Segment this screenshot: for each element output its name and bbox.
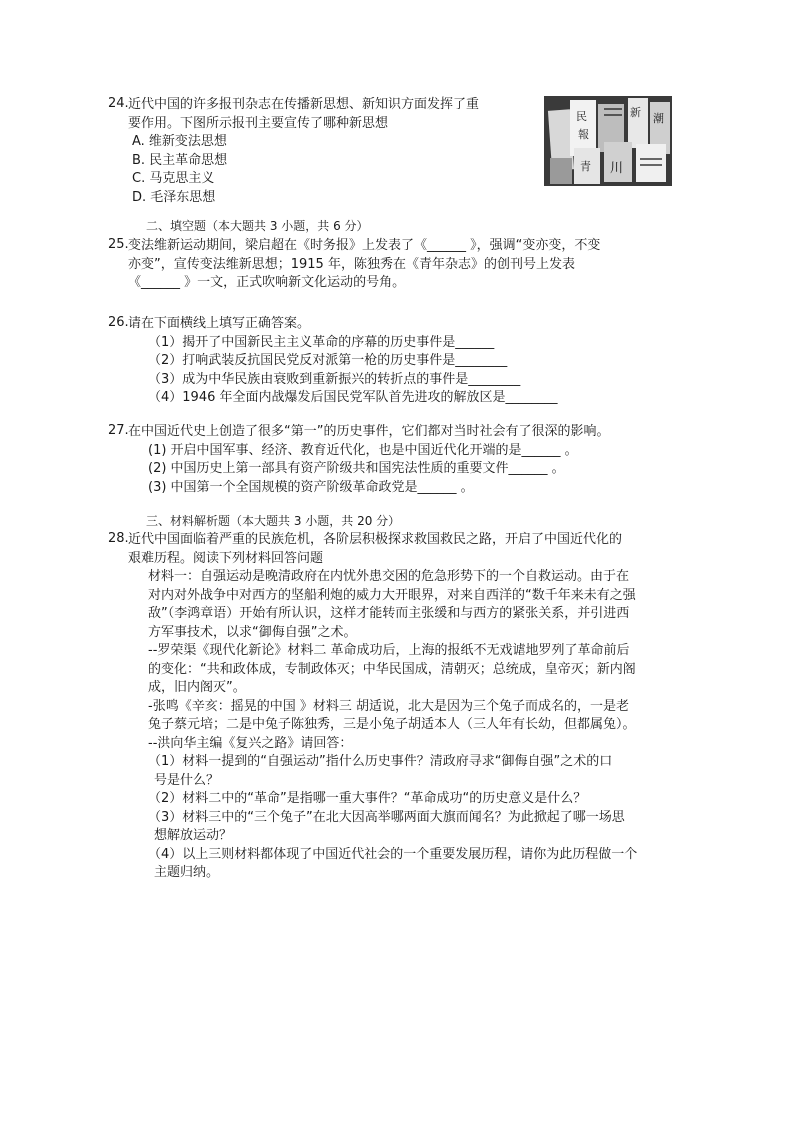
sub-question-line: 主题归纳。 xyxy=(154,865,220,880)
question-28 xyxy=(108,531,688,883)
sub-question: (3) 中国第一个全国规模的资产阶级革命政党是______ 。 xyxy=(148,479,474,495)
question-stem: 请在下面横线上填写正确答案。 xyxy=(128,316,311,331)
sub-question: (2) 中国历史上第一部具有资产阶级共和国宪法性质的重要文件______ 。 xyxy=(148,461,565,476)
material-line: 兔子蔡元培；二是中兔子陈独秀，三是小兔子胡适本人（三人年有长幼，但都属兔）。 xyxy=(148,717,636,732)
question-stem: 在中国近代史上创造了很多“第一”的历史事件，它们都对当时社会有了很深的影响。 xyxy=(128,424,610,439)
material-line: 的变化：“共和政体成，专制政体灭；中华民国成，清朝灭；总统成，皇帝灭；新内阁 xyxy=(148,661,636,677)
sub-question: （4）1946 年全面内战爆发后国民党军队首先进攻的解放区是________ xyxy=(148,390,558,405)
material-line: 敌”（李鸿章语）开始有所认识，这样才能转而主张缓和与西方的紧张关系，并引进西 xyxy=(148,606,630,621)
sub-question-line: （2）材料二中的“革命”是指哪一重大事件？“革命成功“的历史意义是什么？ xyxy=(148,791,587,806)
question-text-line: 变法维新运动期间，梁启超在《时务报》上发表了《______ 》，强调“变亦变，不变 xyxy=(128,238,601,253)
question-text-line: 亦变”，宣传变法维新思想；1915 年，陈独秀在《青年杂志》的创刊号上发表 xyxy=(128,256,575,272)
sub-question: （3）成为中华民族由衰败到重新振兴的转折点的事件是________ xyxy=(148,371,521,387)
material-line: 材料一：自强运动是晚清政府在内忧外患交困的危急形势下的一个自救运动。由于在 xyxy=(148,569,630,584)
material-line: 方军事技术，以求“御侮自强”之术。 xyxy=(148,624,357,640)
newspaper-collage-image xyxy=(544,96,672,186)
sub-question-line: 想解放运动？ xyxy=(154,828,233,843)
question-25 xyxy=(108,237,688,293)
image-glyph: 民 xyxy=(576,110,587,123)
sub-question: （1）揭开了中国新民主主义革命的序幕的历史事件是______ xyxy=(148,334,495,350)
sub-question: (1) 开启中国军事、经济、教育近代化，也是中国近代化开端的是______ 。 xyxy=(148,442,578,458)
section-heading-fill-in: 二、填空题（本大题共 3 小题，共 6 分） xyxy=(146,219,369,233)
option-b: B. 民主革命思想 xyxy=(132,152,228,168)
question-number: 27. xyxy=(108,423,129,438)
option-c: C. 马克思主义 xyxy=(132,171,215,186)
image-glyph: 青 xyxy=(580,160,591,173)
image-glyph: 新 xyxy=(630,106,641,119)
option-a: A. 维新变法思想 xyxy=(132,134,227,149)
material-line: --罗荣渠《现代化新论》材料二 革命成功后，上海的报纸不无戏谑地罗列了革命前后 xyxy=(148,643,630,658)
image-glyph: 潮 xyxy=(653,112,664,125)
section-heading-material-analysis: 三、材料解析题（本大题共 3 小题，共 20 分） xyxy=(146,514,401,528)
material-line: --洪向华主编《复兴之路》请回答： xyxy=(148,735,353,751)
image-glyph: 川 xyxy=(610,161,624,176)
question-text-line: 《______ 》一文，正式吹响新文化运动的号角。 xyxy=(128,275,406,290)
question-26 xyxy=(108,315,688,408)
image-glyph: 報 xyxy=(578,128,589,141)
option-d: D. 毛泽东思想 xyxy=(132,189,216,205)
material-line: -张鸣《辛亥：摇晃的中国 》材料三 胡适说，北大是因为三个兔子而成名的，一是老 xyxy=(148,698,629,714)
sub-question: （2）打响武装反抗国民党反对派第一枪的历史事件是________ xyxy=(148,353,508,368)
question-stem-line: 近代中国的许多报刊杂志在传播新思想、新知识方面发挥了重 xyxy=(128,97,480,112)
question-number: 28. xyxy=(108,531,129,546)
newspaper-photo xyxy=(544,96,672,186)
question-stem-line: 艰难历程。阅读下列材料回答问题 xyxy=(128,550,324,566)
question-27 xyxy=(108,423,688,497)
question-stem-line: 近代中国面临着严重的民族危机，各阶层积极探求救国救民之路，开启了中国近代化的 xyxy=(128,532,623,547)
question-number: 24. xyxy=(108,96,129,111)
question-number: 26. xyxy=(108,315,129,330)
material-line: 成，旧内阁灭”。 xyxy=(148,680,246,695)
sub-question-line: 号是什么？ xyxy=(154,772,220,788)
question-number: 25. xyxy=(108,237,129,252)
question-stem-line: 要作用。下图所示报刊主要宣传了哪种新思想 xyxy=(128,115,389,131)
sub-question-line: （1）材料一提到的“自强运动”指什么历史事件？清政府寻求“御侮自强”之术的口 xyxy=(148,754,613,769)
sub-question-line: （3）材料三中的“三个兔子”在北大因高举哪两面大旗而闻名？为此掀起了哪一场思 xyxy=(148,809,625,825)
material-line: 对内对外战争中对西方的坚船利炮的威力大开眼界，对来自西洋的“数千年来未有之强 xyxy=(148,587,636,603)
sub-question-line: （4）以上三则材料都体现了中国近代社会的一个重要发展历程，请你为此历程做一个 xyxy=(148,846,638,862)
